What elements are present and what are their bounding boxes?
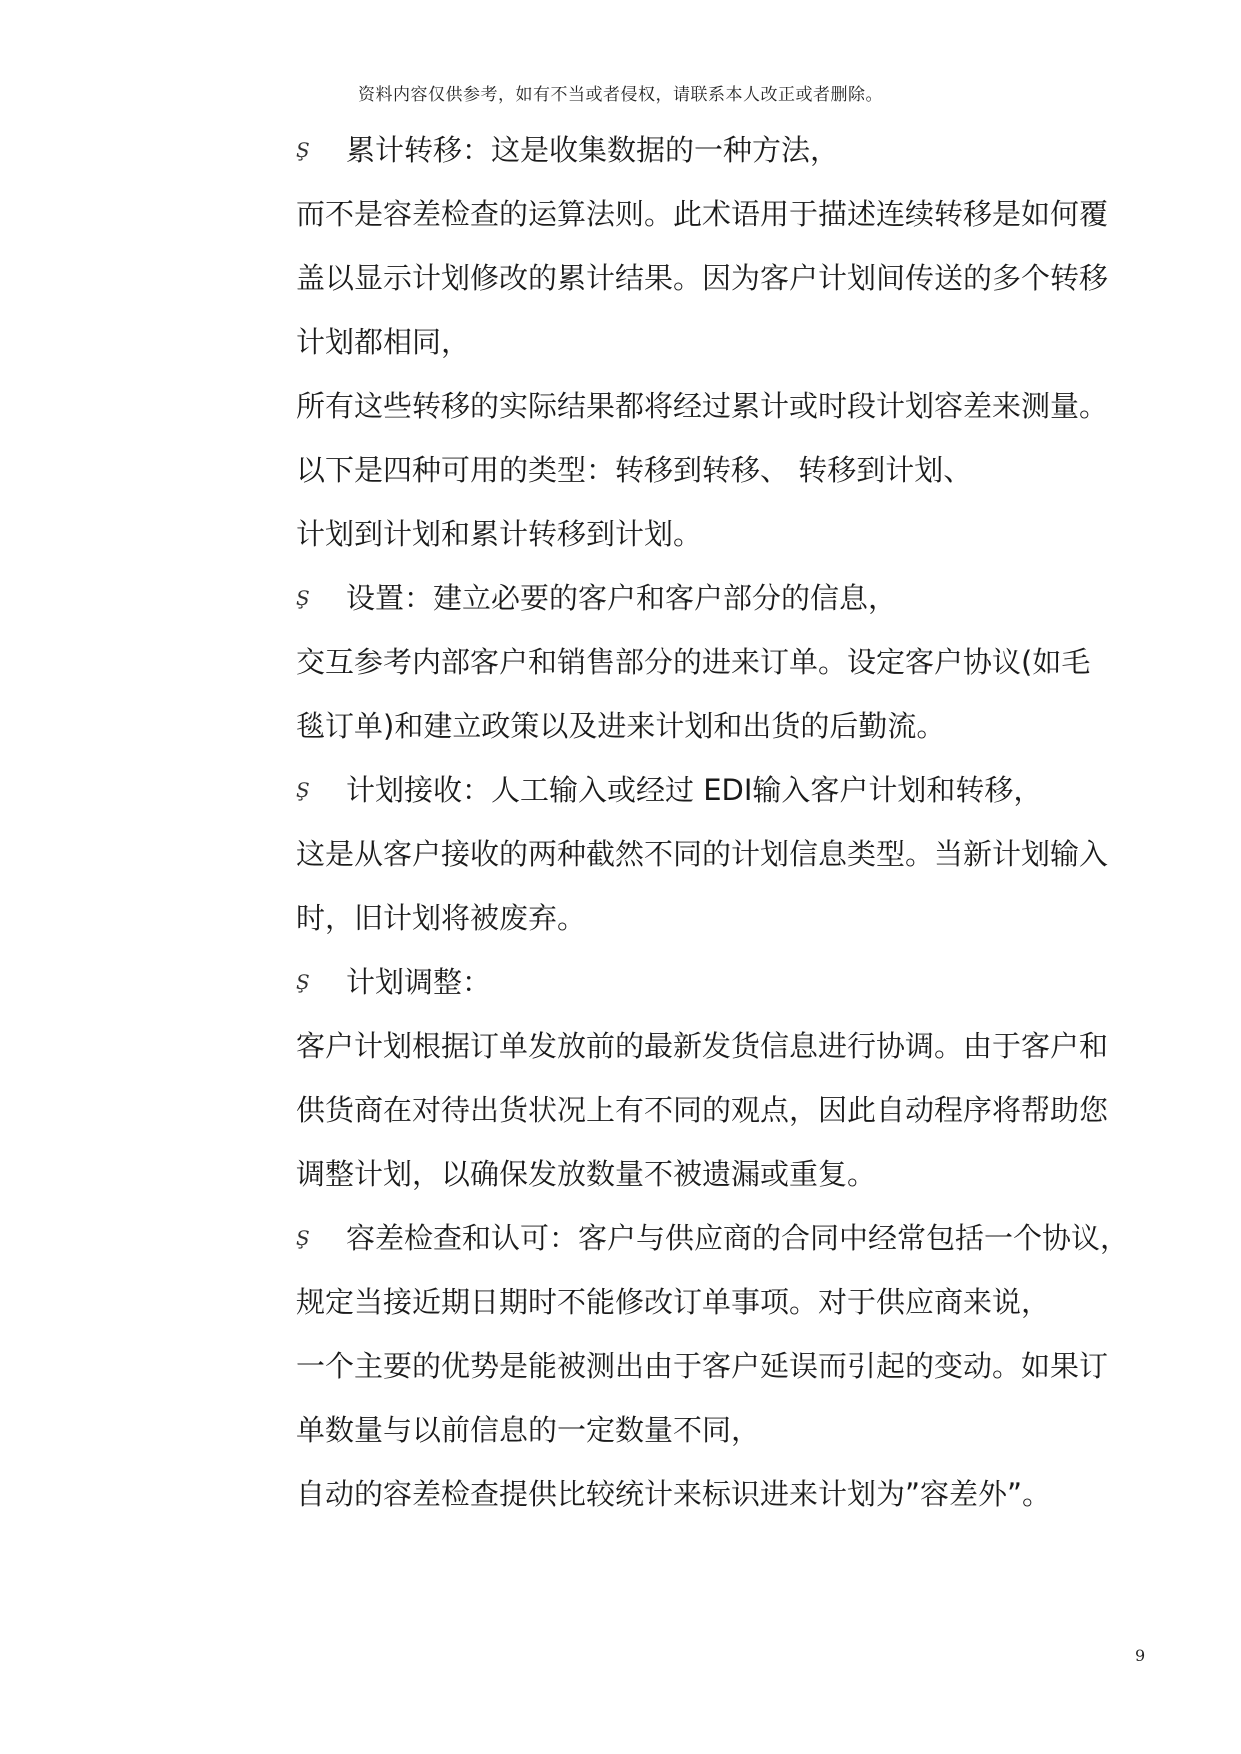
line-text: 一个主要的优势是能被测出由于客户延误而引起的变动。如果订 — [296, 1349, 1109, 1383]
bullet-paragraph-line — [296, 118, 1156, 182]
bullet-paragraph-line — [296, 758, 1156, 822]
disclaimer-header: 资料内容仅供参考，如有不当或者侵权，请联系本人改正或者删除。 — [358, 85, 883, 105]
paragraph-line — [296, 438, 1156, 502]
line-text: 容差检查和认可：客户与供应商的合同中经常包括一个协议， — [346, 1221, 1130, 1255]
line-text: 计划都相同， — [296, 325, 471, 359]
line-text: 供货商在对待出货状况上有不同的观点，因此自动程序将帮助您 — [296, 1093, 1109, 1127]
bullet-icon: Ş — [296, 138, 310, 162]
line-text: 单数量与以前信息的一定数量不同， — [296, 1413, 761, 1447]
line-text: 这是从客户接收的两种截然不同的计划信息类型。当新计划输入 — [296, 837, 1109, 871]
bullet-paragraph-line — [296, 566, 1156, 630]
paragraph-line — [296, 1142, 1156, 1206]
paragraph-line — [296, 822, 1156, 886]
paragraph-line — [296, 1334, 1156, 1398]
line-text: 自动的容差检查提供比较统计来标识进来计划为”容差外”。 — [296, 1477, 1052, 1511]
line-text: 客户计划根据订单发放前的最新发货信息进行协调。由于客户和 — [296, 1029, 1109, 1063]
paragraph-line — [296, 1270, 1156, 1334]
line-text: 以下是四种可用的类型：转移到转移、 转移到计划、 — [296, 453, 973, 487]
bullet-icon: Ş — [296, 586, 310, 610]
bullet-icon: Ş — [296, 778, 310, 802]
line-text: 设置：建立必要的客户和客户部分的信息， — [346, 581, 898, 615]
line-text: 毯订单)和建立政策以及进来计划和出货的后勤流。 — [296, 709, 946, 743]
line-text: 所有这些转移的实际结果都将经过累计或时段计划容差来测量。 — [296, 389, 1109, 423]
line-text: 计划接收：人工输入或经过 EDI输入客户计划和转移， — [346, 773, 1043, 807]
paragraph-line — [296, 1078, 1156, 1142]
bullet-paragraph-line — [296, 1206, 1156, 1270]
line-text: 累计转移：这是收集数据的一种方法， — [346, 133, 840, 167]
bullet-paragraph-line — [296, 950, 1156, 1014]
paragraph-line — [296, 310, 1156, 374]
paragraph-line — [296, 1014, 1156, 1078]
paragraph-line — [296, 630, 1156, 694]
paragraph-line — [296, 694, 1156, 758]
line-text: 计划到计划和累计转移到计划。 — [296, 517, 703, 551]
line-text: 规定当接近期日期时不能修改订单事项。对于供应商来说， — [296, 1285, 1051, 1319]
paragraph-line — [296, 246, 1156, 310]
paragraph-line — [296, 374, 1156, 438]
paragraph-line — [296, 886, 1156, 950]
paragraph-line — [296, 502, 1156, 566]
line-text: 调整计划，以确保发放数量不被遗漏或重复。 — [296, 1157, 877, 1191]
paragraph-line — [296, 1398, 1156, 1462]
line-text: 时，旧计划将被废弃。 — [296, 901, 587, 935]
line-text: 交互参考内部客户和销售部分的进来订单。设定客户协议(如毛 — [296, 645, 1091, 679]
bullet-icon: Ş — [296, 1226, 310, 1250]
paragraph-line — [296, 182, 1156, 246]
page-number: 9 — [1135, 1646, 1146, 1665]
document-body — [296, 118, 1156, 1526]
line-text: 盖以显示计划修改的累计结果。因为客户计划间传送的多个转移 — [296, 261, 1109, 295]
line-text: 而不是容差检查的运算法则。此术语用于描述连续转移是如何覆 — [296, 197, 1109, 231]
paragraph-line — [296, 1462, 1156, 1526]
bullet-icon: Ş — [296, 970, 310, 994]
line-text: 计划调整： — [346, 965, 492, 999]
